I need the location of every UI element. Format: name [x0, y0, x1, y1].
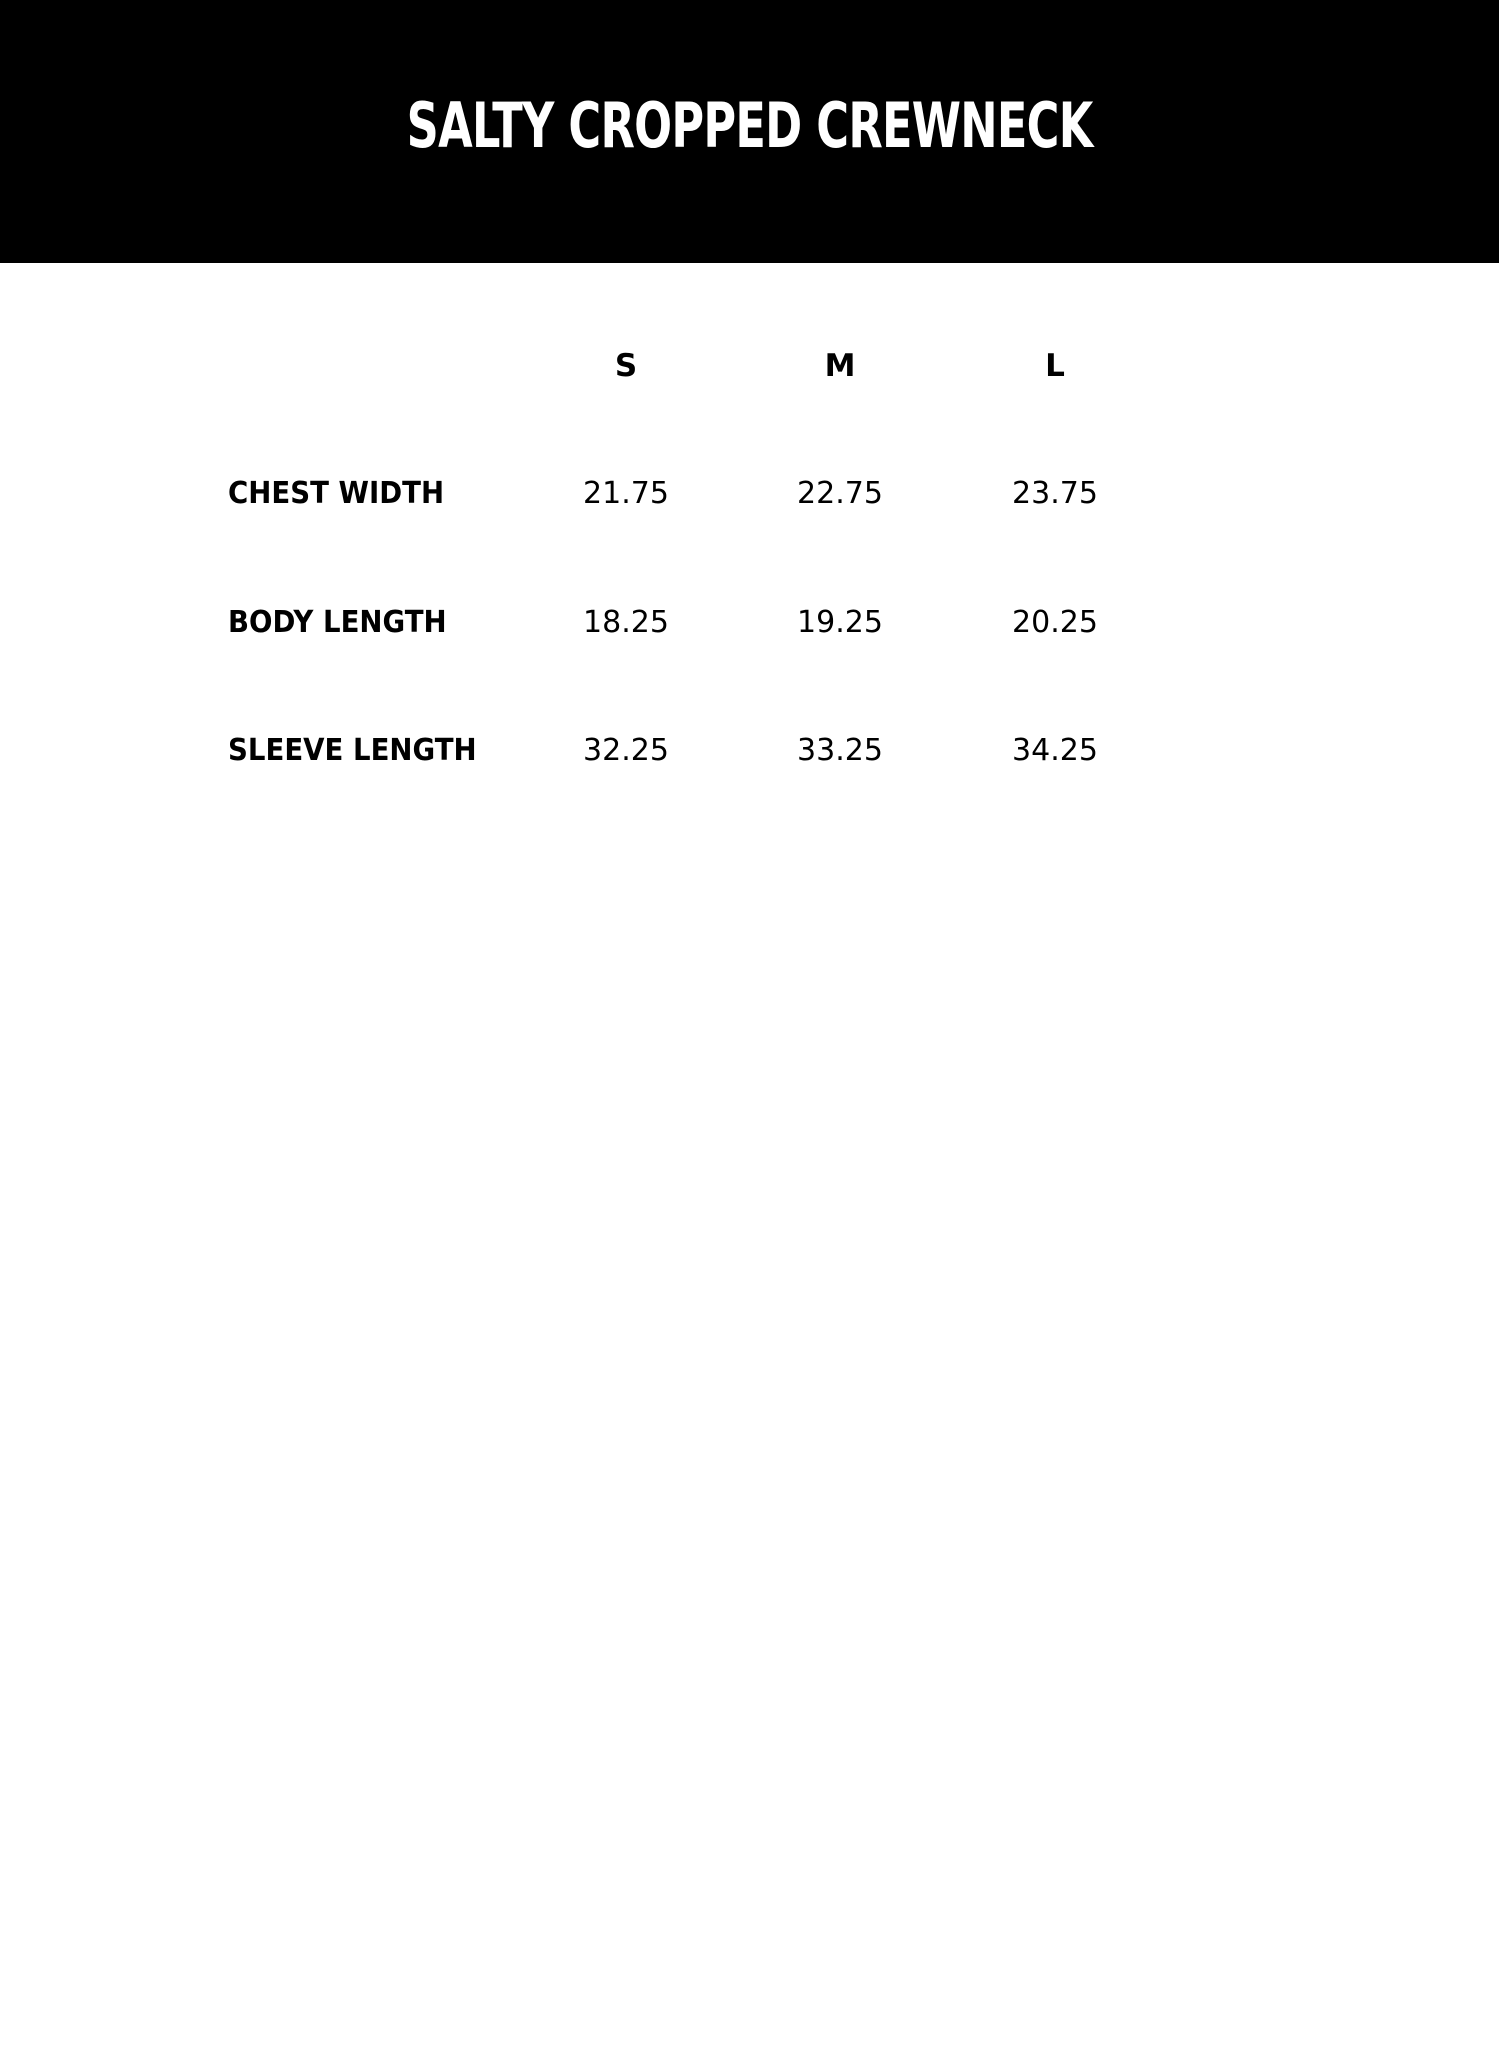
- row-label-body-length: BODY LENGTH: [228, 605, 447, 640]
- sleeve-length-m: 33.25: [797, 733, 883, 768]
- chest-width-s: 21.75: [583, 476, 669, 511]
- body-length-s: 18.25: [583, 605, 669, 640]
- row-label-chest-width: CHEST WIDTH: [228, 476, 445, 511]
- row-label-sleeve-length: SLEEVE LENGTH: [228, 733, 477, 768]
- size-header-m: M: [824, 348, 856, 384]
- body-length-l: 20.25: [1012, 605, 1098, 640]
- size-header-l: L: [1045, 348, 1065, 384]
- chest-width-m: 22.75: [797, 476, 883, 511]
- page-title: SALTY CROPPED CREWNECK: [406, 89, 1093, 162]
- sleeve-length-l: 34.25: [1012, 733, 1098, 768]
- size-header-s: S: [614, 348, 638, 384]
- sleeve-length-s: 32.25: [583, 733, 669, 768]
- chest-width-l: 23.75: [1012, 476, 1098, 511]
- header-banner: [0, 0, 1499, 263]
- body-length-m: 19.25: [797, 605, 883, 640]
